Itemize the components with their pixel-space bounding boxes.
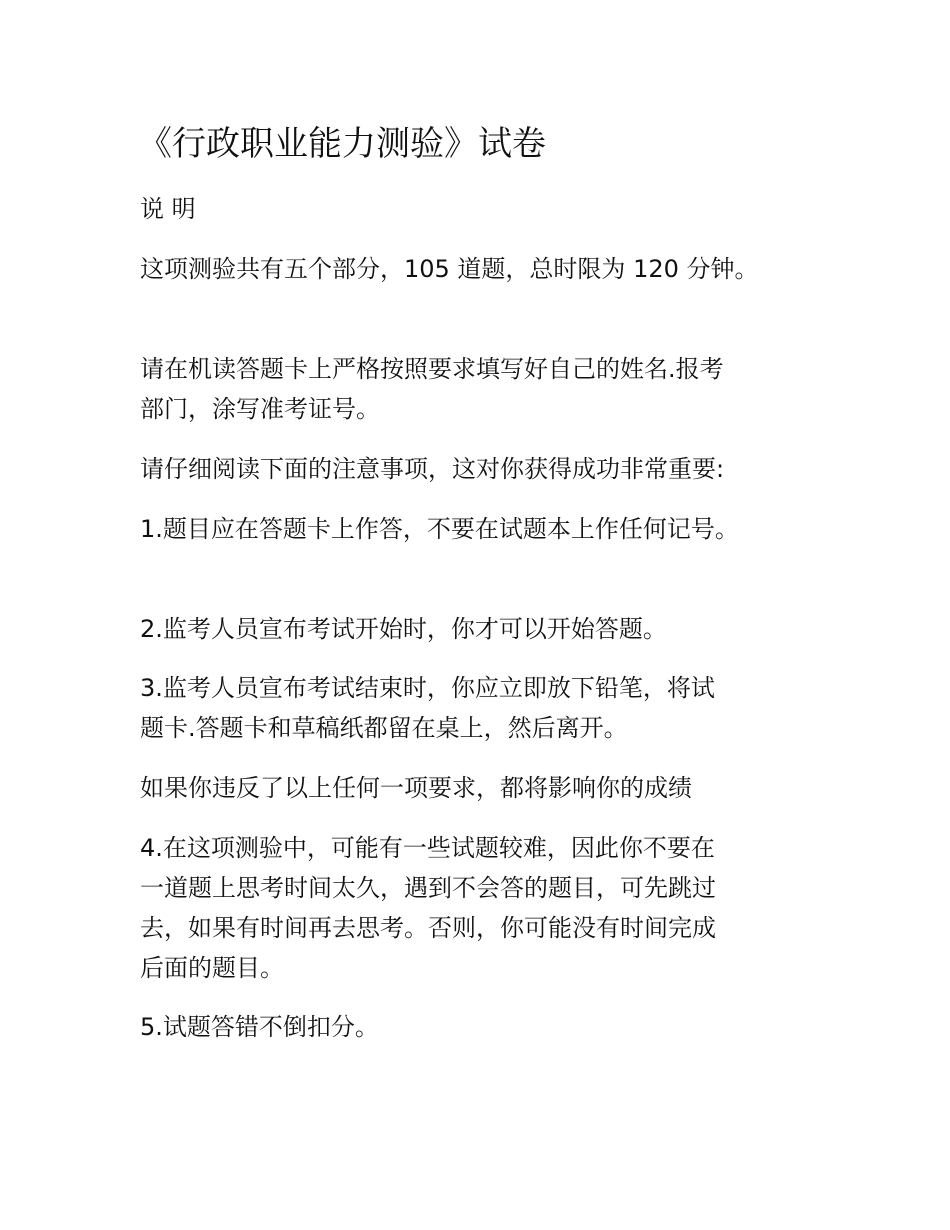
rule-4-line-2: 一道题上思考时间太久，遇到不会答的题目，可先跳过 xyxy=(140,874,716,902)
rule-4-line-4: 后面的题目。 xyxy=(140,954,284,982)
rule-1: 1.题目应在答题卡上作答，不要在试题本上作任何记号。 xyxy=(140,515,739,543)
rule-3-line-1: 3.监考人员宣布考试结束时，你应立即放下铅笔，将试 xyxy=(140,674,715,702)
rule-5: 5.试题答错不倒扣分。 xyxy=(140,1013,379,1041)
rule-2: 2.监考人员宣布考试开始时，你才可以开始答题。 xyxy=(140,615,667,643)
rule-4-line-3: 去，如果有时间再去思考。否则，你可能没有时间完成 xyxy=(140,914,716,942)
instruction-line-2: 部门，涂写准考证号。 xyxy=(140,395,380,423)
page-title: 《行政职业能力测验》试卷 xyxy=(138,124,546,164)
notice-intro: 请仔细阅读下面的注意事项，这对你获得成功非常重要: xyxy=(140,455,725,483)
rule-3-line-2: 题卡.答题卡和草稿纸都留在桌上，然后离开。 xyxy=(140,714,628,742)
warning-line: 如果你违反了以上任何一项要求，都将影响你的成绩 xyxy=(140,774,692,802)
rule-4-line-1: 4.在这项测验中，可能有一些试题较难，因此你不要在 xyxy=(140,834,715,862)
intro-paragraph: 这项测验共有五个部分，105 道题，总时限为 120 分钟。 xyxy=(140,255,759,283)
section-heading: 说 明 xyxy=(140,195,196,223)
instruction-line-1: 请在机读答题卡上严格按照要求填写好自己的姓名.报考 xyxy=(140,355,724,383)
